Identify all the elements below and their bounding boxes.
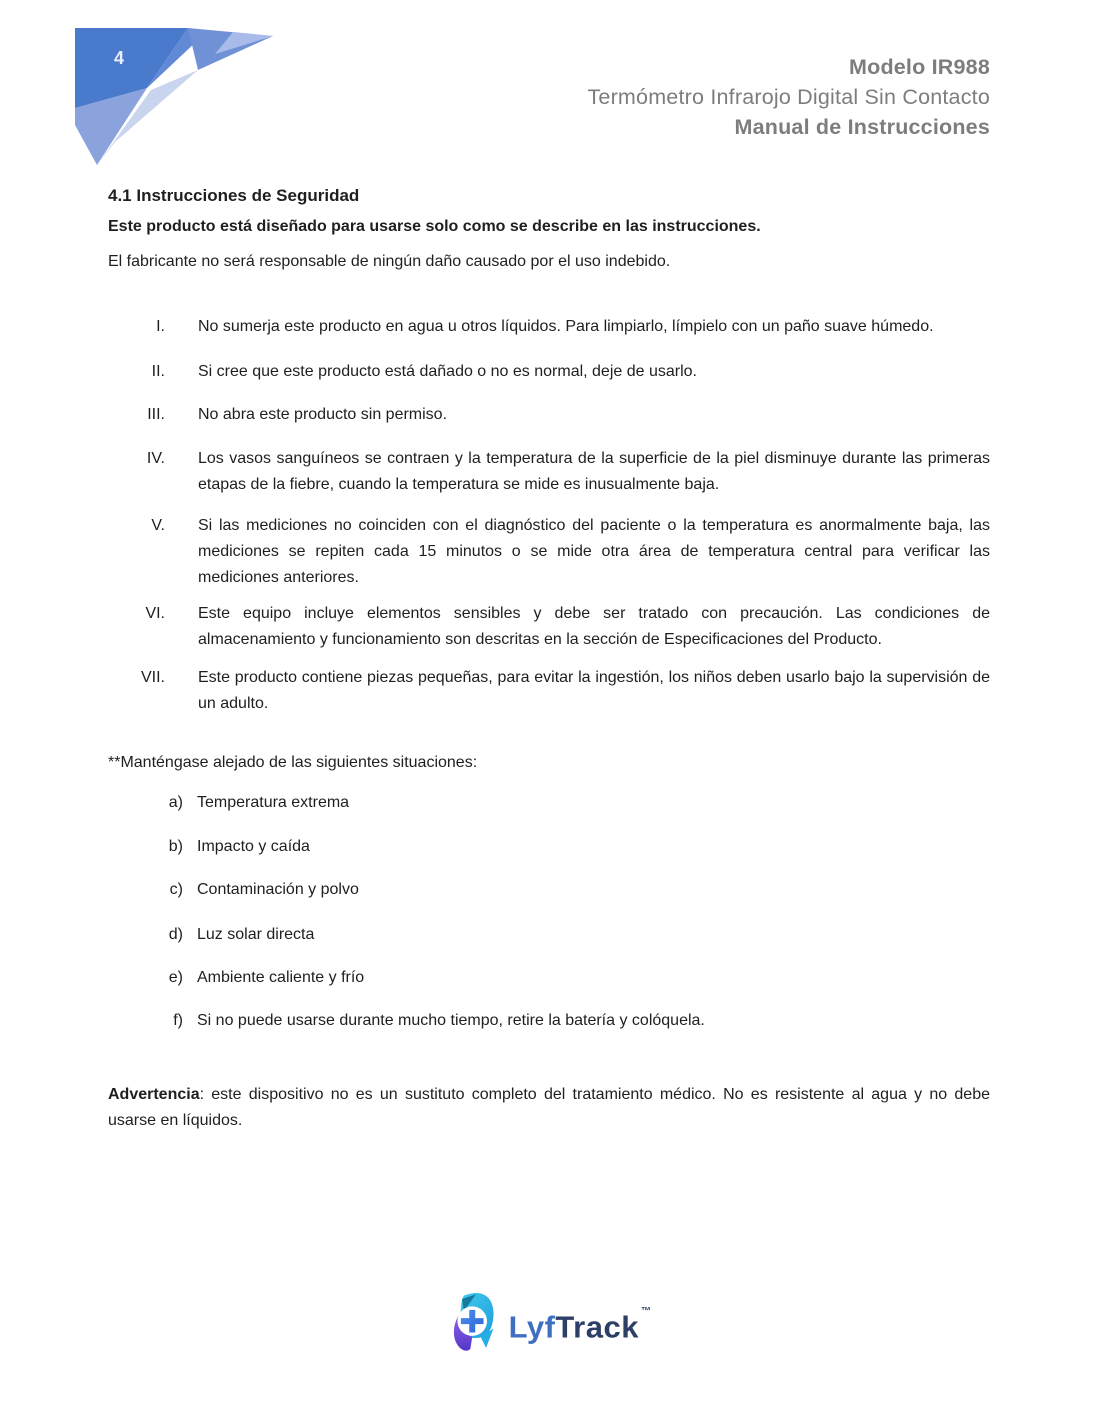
warning-paragraph	[108, 1082, 990, 1134]
logo-text-lyf: Lyf	[508, 1309, 556, 1345]
list-marker: f)	[173, 1012, 183, 1029]
list-text: Luz solar directa	[197, 926, 315, 943]
page-number: 4	[113, 48, 124, 68]
list-item	[108, 922, 990, 948]
list-text: Si cree que este producto está dañado o no es normal, deje de usarlo.	[198, 363, 697, 380]
lyftrack-logo-text	[508, 1305, 652, 1345]
list-item	[108, 1008, 990, 1034]
list-marker: c)	[169, 881, 183, 898]
corner-graphic	[75, 28, 277, 168]
trademark-symbol: ™	[640, 1305, 652, 1317]
situations-intro: **Manténgase alejado de las siguientes situaciones:	[108, 754, 478, 771]
header-manual: Manual de Instrucciones	[734, 115, 990, 139]
list-marker: III.	[147, 406, 165, 423]
list-marker: IV.	[146, 450, 165, 467]
list-item	[108, 965, 990, 991]
list-item	[108, 314, 990, 340]
header-subtitle: Termómetro Infrarojo Digital Sin Contacto	[587, 85, 990, 109]
list-item	[108, 834, 990, 860]
document-header	[587, 52, 990, 142]
list-marker: I.	[156, 318, 165, 335]
list-text: Este equipo incluye elementos sensibles y debe ser tratado con precaución. Las condiciones de almacenamiento y funcionamiento son descritas en la sección de Especificaciones del Producto.	[198, 605, 990, 648]
list-marker: VII.	[140, 669, 165, 686]
list-text: No abra este producto sin permiso.	[198, 406, 448, 423]
lyftrack-logo-mark-icon	[451, 1290, 499, 1356]
list-text: Si no puede usarse durante mucho tiempo, retire la batería y colóquela.	[197, 1012, 705, 1029]
lyftrack-logo	[451, 1290, 650, 1356]
list-marker: a)	[168, 794, 183, 811]
list-text: Contaminación y polvo	[197, 881, 359, 898]
list-marker: II.	[151, 363, 165, 380]
logo-text-track: Track	[555, 1309, 639, 1345]
list-text: Si las mediciones no coinciden con el diagnóstico del paciente o la temperatura es anormalmente baja, las mediciones se repiten cada 15 minutos o se mide otra área de temperatura central para verificar las mediciones anteriores.	[198, 517, 990, 586]
list-text: Impacto y caída	[197, 838, 310, 855]
list-text: Este producto contiene piezas pequeñas, para evitar la ingestión, los niños deben usarlo bajo la supervisión de un adulto.	[198, 669, 990, 712]
list-text: Temperatura extrema	[197, 794, 350, 811]
list-text: No sumerja este producto en agua u otros líquidos. Para limpiarlo, límpielo con un paño suave húmedo.	[198, 318, 934, 335]
list-marker: b)	[168, 838, 183, 855]
list-item	[108, 601, 990, 653]
footer	[0, 1290, 1100, 1356]
warning-text: : este dispositivo no es un sustituto completo del tratamiento médico. No es resistente al agua y no debe usarse en líquidos.	[108, 1086, 990, 1129]
list-item	[108, 446, 990, 498]
intro-paragraph-bold: Este producto está diseñado para usarse solo como se describe en las instrucciones.	[108, 218, 761, 235]
corner-triangles-icon	[75, 28, 277, 168]
warning-label: Advertencia	[108, 1086, 200, 1103]
list-marker: e)	[168, 969, 183, 986]
list-item	[108, 877, 990, 903]
intro-paragraph: El fabricante no será responsable de ningún daño causado por el uso indebido.	[108, 253, 671, 270]
section-heading: 4.1 Instrucciones de Seguridad	[108, 186, 360, 205]
list-marker: V.	[151, 517, 165, 534]
list-text: Los vasos sanguíneos se contraen y la temperatura de la superficie de la piel disminuye durante las primeras etapas de la fiebre, cuando la temperatura se mide es inusualmente baja.	[198, 450, 990, 493]
header-model: Modelo IR988	[849, 55, 990, 79]
list-item	[108, 359, 990, 385]
list-text: Ambiente caliente y frío	[197, 969, 365, 986]
list-item	[108, 665, 990, 717]
list-marker: VI.	[145, 605, 165, 622]
list-item	[108, 513, 990, 591]
list-marker: d)	[168, 926, 183, 943]
list-item	[108, 790, 990, 816]
list-item	[108, 402, 990, 428]
